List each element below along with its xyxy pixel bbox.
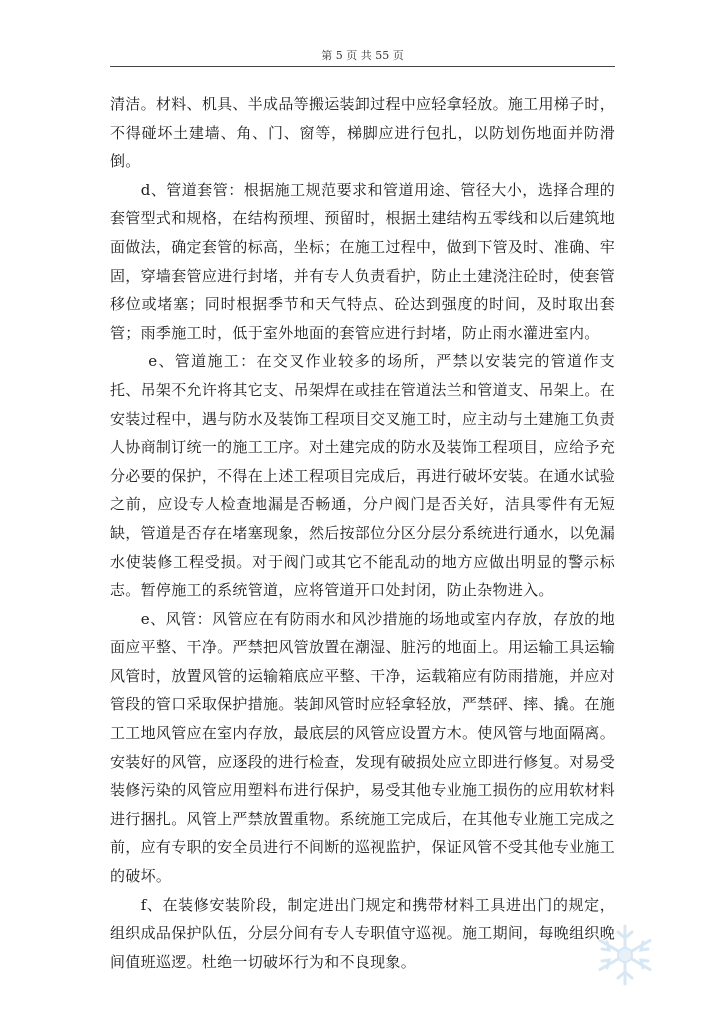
- paragraph-decoration-stage: f、在装修安装阶段，制定进出门规定和携带材料工具进出门的规定，组织成品保护队伍，分层分间有专人专职值守巡视。施工期间，每晚组织晚间值班巡逻。杜绝一切破坏行为和不良现象。: [110, 895, 615, 971]
- page-number: 第 5 页 共 55 页: [321, 49, 404, 62]
- header-rule: [110, 66, 615, 67]
- page-header: [110, 48, 615, 64]
- paragraph-pipe-construction: e、管道施工：在交叉作业较多的场所，严禁以安装完的管道作支托、吊架不允许将其它支、吊架焊在或挂在管道法兰和管道支、吊架上。在安装过程中，遇与防水及装饰工程项目交叉施工时，应主动与土建施工负责人协商制订统一的施工工序。对土建完成的防水及装饰工程项目，应给予充分必要的保护，不得在上述工程项目完成后，再进行破坏安装。在通水试验之前，应设专人检查地漏是否畅通，分户阀门是否关好，洁具零件有无短缺，管道是否存在堵塞现象，然后按部位分区分层分系统进行通水，以免漏水使装修工程受损。对于阀门或其它不能乱动的地方应做出明显的警示标志。暂停施工的系统管道，应将管道开口处封闭，防止杂物进入。: [110, 352, 615, 600]
- paragraph-air-duct: e、风管：风管应在有防雨水和风沙措施的场地或室内存放，存放的地面应平整、干净。严禁把风管放置在潮湿、脏污的地面上。用运输工具运输风管时，放置风管的运输箱底应平整、干净，运载箱应有防雨措施，并应对管段的管口采取保护措施。装卸风管时应轻拿轻放，严禁砰、摔、撬。在施工工地风管应在室内存放，最底层的风管应设置方木。使风管与地面隔离。安装好的风管，应逐段的进行检查，发现有破损处应立即进行修复。对易受装修污染的风管应用塑料布进行保护，易受其他专业施工损伤的应用软材料进行捆扎。风管上严禁放置重物。系统施工完成后，在其他专业施工完成之前，应有专职的安全员进行不间断的巡视监护，保证风管不受其他专业施工的破坏。: [110, 609, 615, 886]
- paragraph-pipe-sleeve: d、管道套管：根据施工规范要求和管道用途、管径大小，选择合理的套管型式和规格，在结构预埋、预留时，根据土建结构五零线和以后建筑地面做法，确定套管的标高，坐标；在施工过程中，做到下管及时、准确、牢固，穿墙套管应进行封堵，并有专人负责看护，防止土建浇注砼时，使套管移位或堵塞；同时根据季节和天气特点、砼达到强度的时间，及时取出套管；雨季施工时，低于室外地面的套管应进行封堵，防止雨水灌进室内。: [110, 180, 615, 342]
- snowflake-logo-icon: [590, 920, 660, 990]
- document-body: [110, 90, 615, 976]
- paragraph-cleaning: 清洁。材料、机具、半成品等搬运装卸过程中应轻拿轻放。施工用梯子时，不得碰坏土建墙、角、门、窗等，梯脚应进行包扎，以防划伤地面并防滑倒。: [110, 95, 615, 171]
